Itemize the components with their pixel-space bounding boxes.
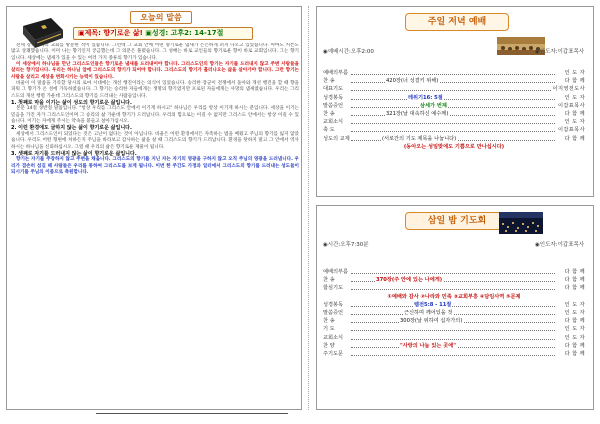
prayer-topics: ①예배와 감사 ②나라와 민족 ③교회부흥 ④담임사역 ⑤문제 (387, 293, 521, 300)
sermon-heading: 1. 첫째로 막을 이기는 삶이 성도의 향기로운 삶입니다. (11, 100, 132, 107)
sermon-panel (6, 6, 302, 410)
bottom-rule (96, 413, 288, 414)
order-row: 찬 양 "사랑의 나눔 있는 곳에" 다 함 께 (323, 342, 585, 349)
sunday-evening-order (323, 69, 585, 151)
sunday-evening-panel (316, 6, 594, 197)
sermon-paragraph: 바울이 이 말씀을 기록할 당시의 로마 시대에는 개선 행진이라는 의식이 있었습니다. 승리한 장군이 전쟁에서 돌아와 개선 행진을 할 때 향을 피워 그 향기가 온 성에 가득하였습니다. 그 향기는 승리한 자들에게는 생명의 향기였지만 포로된 자들에게는 사망의 냄새였습니다. 우리는 그리스도의 개선 행렬 가운데 그리스도의 향기를 드러내는 사람들입니다. (11, 81, 299, 99)
scripture-prefix: ▣성경: (142, 29, 171, 37)
order-row: 찬 송 300장(날 위하여 십자가의) 다 함 께 (323, 318, 585, 325)
order-row: 성경봉독 레위기16: 5절 인 도 자 (323, 94, 585, 101)
order-row: 찬 송 370장(주 안에 있는 나에게) 다 함 께 (323, 277, 585, 284)
wednesday-prayer-title: 삼일 밤 기도회 (405, 212, 509, 230)
order-row: 합심기도 다 함 께 (323, 285, 585, 292)
column-divider (308, 6, 309, 410)
order-row: 찬 송 420장(너 성결키 위해) 다 함 께 (323, 78, 585, 85)
sermon-subject (73, 27, 253, 40)
sermon-paragraph: 전세 강북지역의 교회를 방문한 적이 있습니다. 그런데 그 교회 안에 어떤 향기로운 냄새가 은은하게 퍼져 나오고 있었습니다. 아마도 커튼도 많고 상쾌했습니다. 이미 나는 향기인지 궁금했는데 그 의문은 풀렸습니다. 그 성배는 바로 교인들의 향기로운 향이 바로 교회입니다. 그는 향기입니다. 세상에는 냄새가 있을 수 있는 여러 가지 종류의 향기가 있습니다. (11, 43, 299, 61)
sunday-evening-time: ◉예배시간:오후2:00 (323, 49, 374, 55)
wednesday-prayer-order (323, 268, 585, 358)
wednesday-prayer-time: ◉시간:오후7:30분 (323, 242, 369, 248)
sermon-paragraph: 향기는 자기를 주장하지 않고 주변을 채웁니다. 그리스도의 향기를 지닌 자는 자기의 영광을 구하지 않고 오직 주님의 영광을 드러냅니다. 우리가 겸손히 섬길 때 사람들은 우리를 통하여 그리스도를 보게 됩니다. 이번 한 주간도 가정과 일터에서 그리스도의 향기를 드러내는 성도들이 되시기를 주님의 이름으로 축원합니다. (11, 157, 299, 175)
sunday-evening-title: 주일 저녁 예배 (405, 13, 509, 31)
order-row: 교회소식 인 도 자 (323, 119, 585, 126)
sunday-evening-leader: ◉인도자:이갑표목사 (535, 49, 585, 55)
subject-title: 향기로운 삶! (100, 29, 143, 37)
sermon-paragraph: 본문 14절 상반절 말씀입니다. "항상 우리를 그리스도 안에서 이기게 하시고" 하나님은 우리를 항상 이기게 하시는 분입니다. 세상을 이기는 믿음을 가진 자가 그리스도인이며 그 승리의 삶 가운데 향기가 드러납니다. 우리의 힘으로는 이길 수 없지만 그리스도 안에서는 항상 이길 수 있습니다. 이기는 자에게 주시는 약속을 붙들고 살아가십시오. (11, 106, 299, 125)
order-row: 기 도 인 도 자 (323, 326, 585, 333)
sermon-title: 오늘의 말씀 (130, 11, 192, 24)
order-row: 교회소식 인 도 자 (323, 334, 585, 341)
sunday-evening-note: (동아오는 성일맞에도 기쁨으로 만나십시다) (403, 143, 505, 150)
order-row: 대표기도 이지영전도사 (323, 86, 585, 93)
sermon-paragraph: 세상에서 그리스도인이 되었다는 것은 고난이 없다는 것이 아닙니다. 바울은 어떤 환경에서든 자족하는 법을 배웠고 주님의 향기를 잃지 않았습니다. 우리도 어떤 형편에 처하든지 주님을 바라보고 감사하는 삶을 살 때 그리스도의 향기가 드러납니다. 환경을 탓하지 말고 그 안에서 역사하시는 하나님을 신뢰하십시오. 그럴 때 우리의 삶은 향기로운 제물이 됩니다. (11, 131, 299, 150)
order-row: 성경봉독 렘전5:8 - 11절 인 도 자 (323, 301, 585, 308)
wednesday-prayer-panel (316, 205, 594, 410)
order-row: 축 도 이갑표목사 (323, 127, 585, 134)
order-row: 성도의 교제 (서로간의 기도 제목을 나눕니다) 다 함 께 (323, 135, 585, 142)
order-row: 주기도문 다 함 께 (323, 350, 585, 357)
wednesday-prayer-leader: ◉인도자:이갑표목사 (535, 242, 585, 248)
sermon-heading: 2. 이런 환경에도 굴하지 않는 삶이 향기로운 삶입니다. (11, 125, 132, 132)
sermon-body (11, 43, 299, 409)
order-row: 예배의부름 인 도 자 (323, 70, 585, 76)
subject-prefix: ▣제목: (78, 29, 101, 37)
order-row: 예배의부름 다 함 께 (323, 269, 585, 275)
subject-scripture: 고후2: 14-17절 (170, 29, 224, 37)
order-row: 찬 송 321장(날 대속하신 예수께) 다 함 께 (323, 110, 585, 117)
candle-photo (499, 212, 543, 234)
sermon-heading: 3. 셋째로 자기를 드러내지 않는 삶이 향기로운 삶입니다. (11, 150, 137, 157)
order-row: 말씀증언 근신하며 깨어있을 것 인 도 자 (323, 309, 585, 316)
sermon-paragraph: 이 세상에서 하나님을 만난 그리스도인들은 향기로운 냄새를 드러내어야 합니다. 그리스도인의 향기는 자기를 드러내지 않고 주변 사람들을 살리는 향기입니다. 우리는 하나님 앞에 그리스도의 향기가 되어야 합니다. 그리스도의 향기가 흘러나오는 삶을 살아가야 합니다. 그런 향기는 사람을 살리고 세상을 변화시키는 능력이 있습니다. (11, 62, 299, 80)
order-row: 말씀증언 삼세가 번제 이갑표목사 (323, 102, 585, 109)
